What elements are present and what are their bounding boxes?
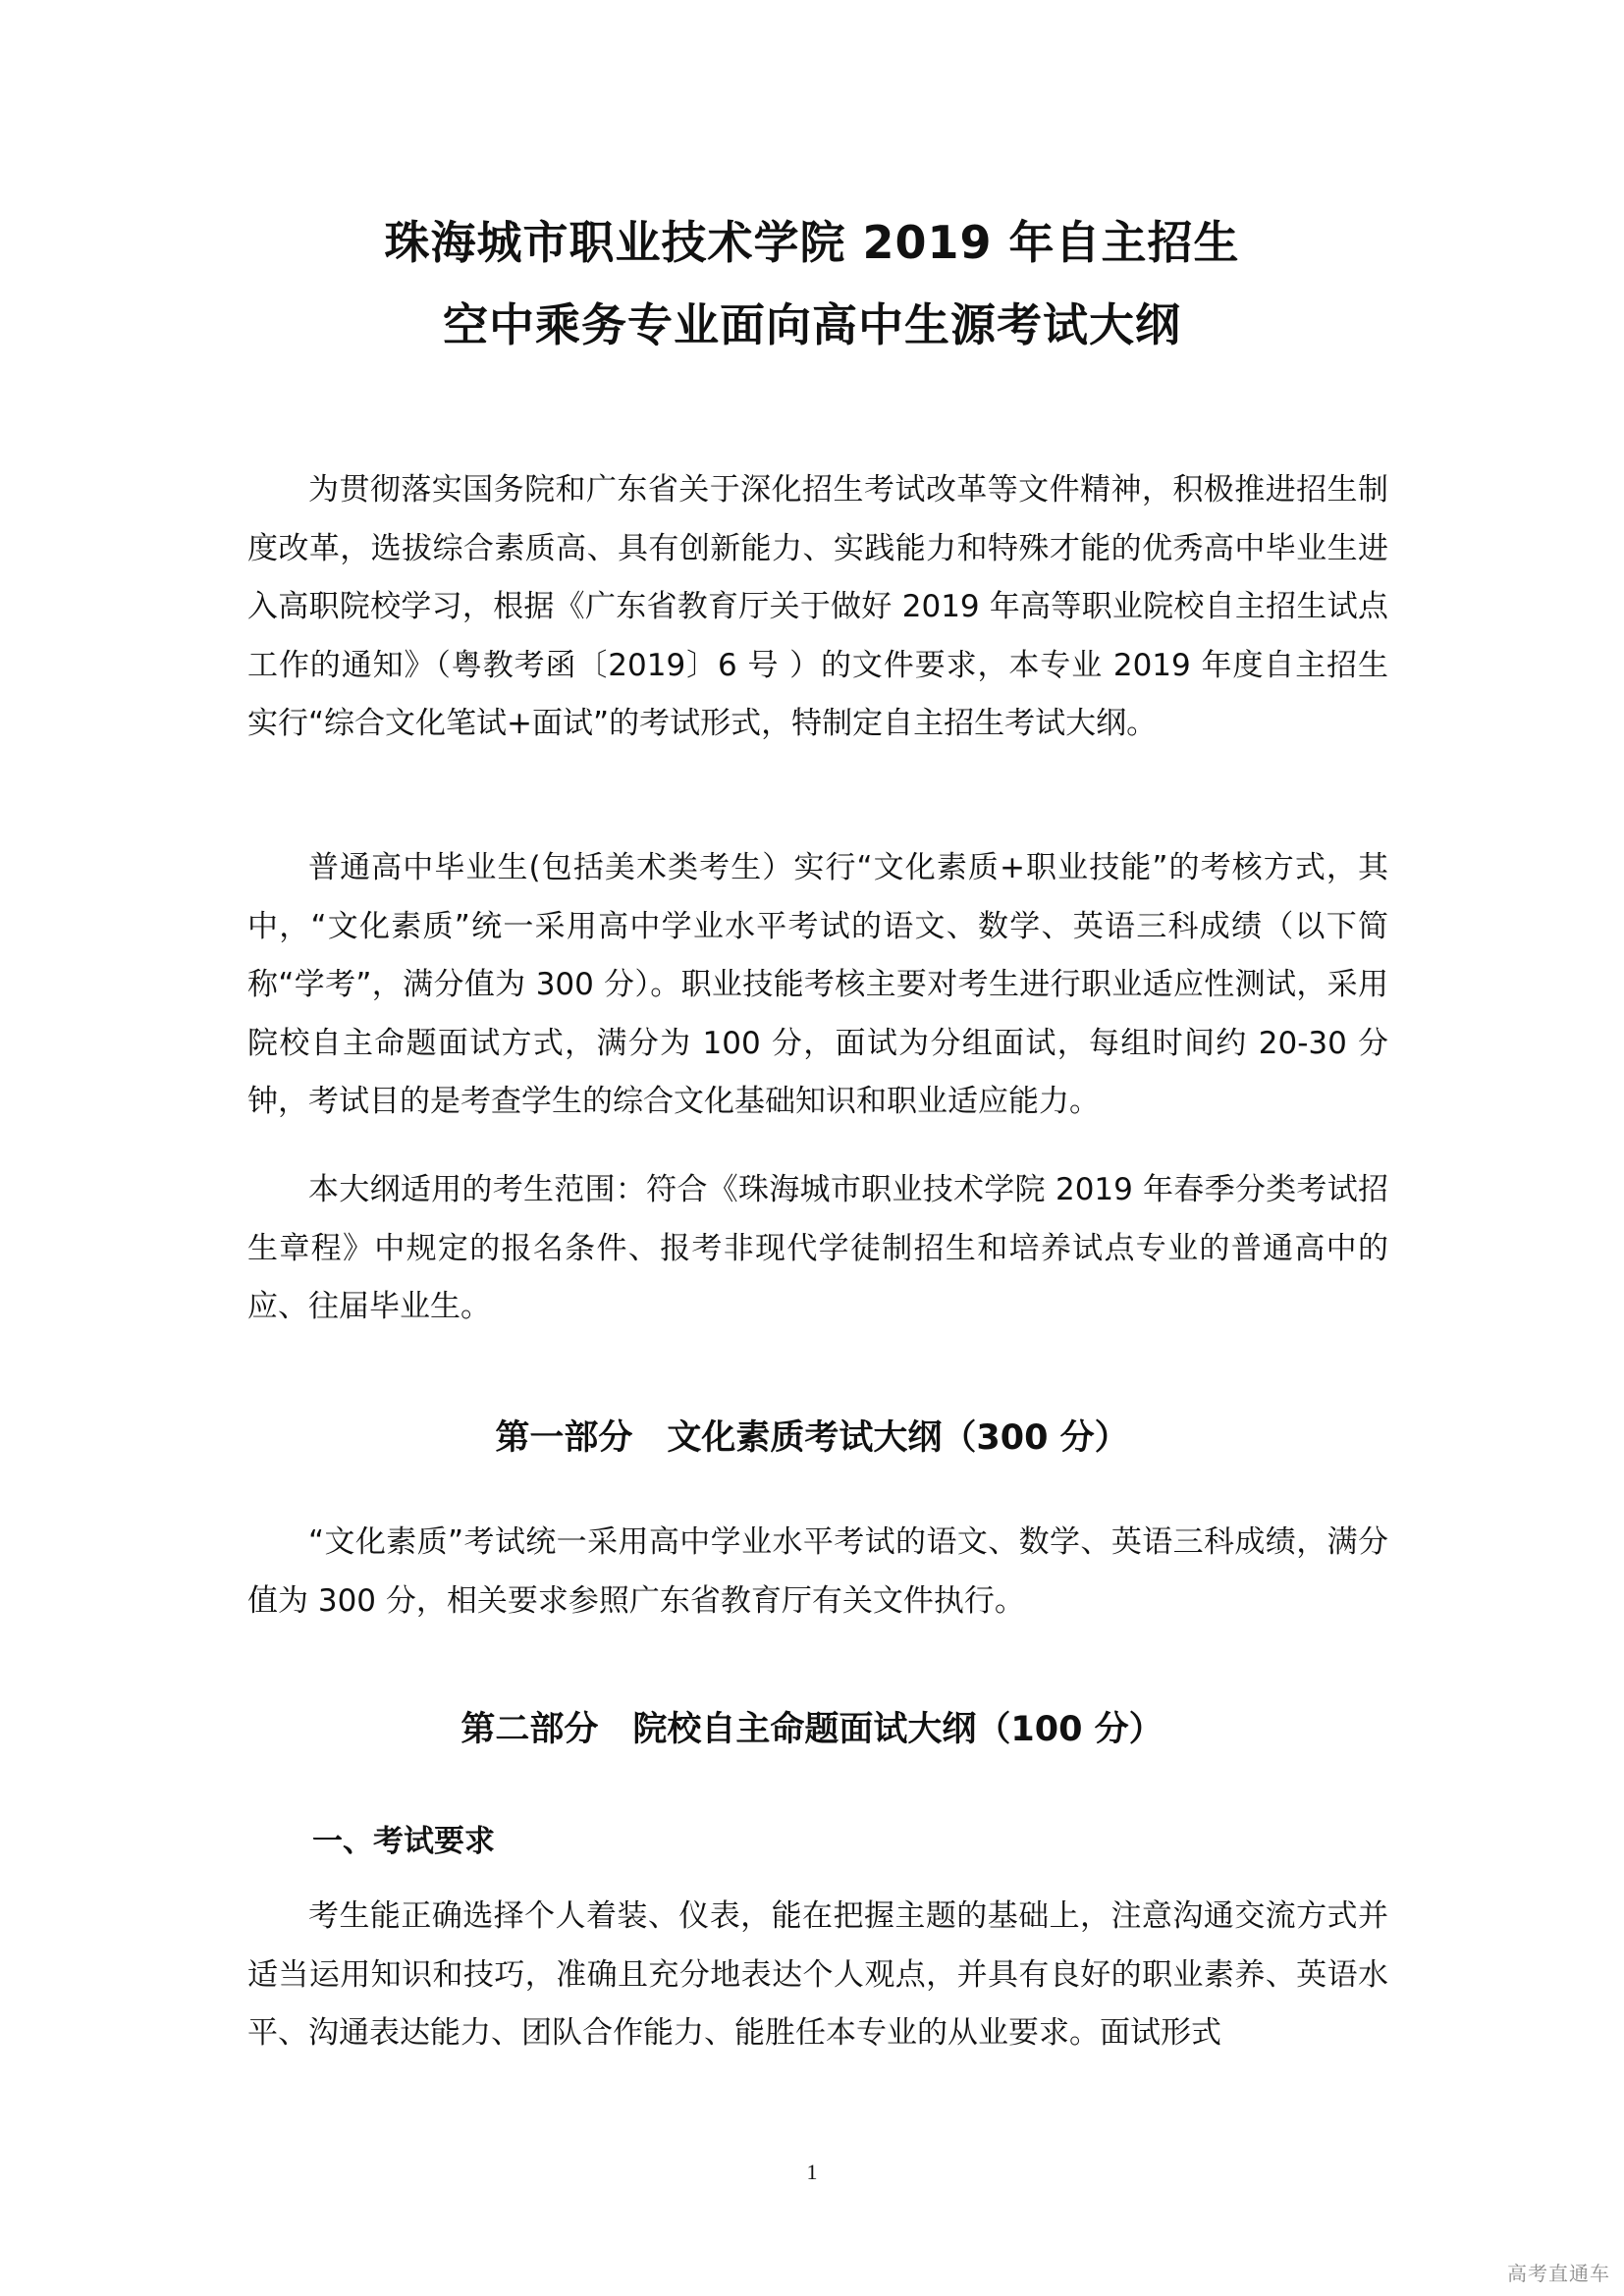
assessment-method-paragraph: 普通高中毕业生(包括美术类考生）实行“文化素质+职业技能”的考核方式，其中，“文化素质”统一采用高中学业水平考试的语文、数学、英语三科成绩（以下简称“学考”，满分值为 300 分）。职业技能考核主要对考生进行职业适应性测试，采用院校自主命题面试方式，满分为 100 分，面试为分组面试，每组时间约 20-30 分钟，考试目的是考查学生的综合文化基础知识和职业适应能力。 — [247, 850, 1388, 1119]
section2-paragraph: 考生能正确选择个人着装、仪表，能在把握主题的基础上，注意沟通交流方式并适当运用知识和技巧，准确且充分地表达个人观点，并具有良好的职业素养、英语水平、沟通表达能力、团队合作能力、能胜任本专业的从业要求。面试形式 — [247, 1898, 1388, 2051]
exam-requirements-subheading: 一、考试要求 — [312, 1824, 495, 1859]
page-number: 1 — [806, 2160, 818, 2184]
watermark: 高考直通车 — [1507, 2262, 1610, 2285]
section1-heading: 第一部分 文化素质考试大纲（300 分） — [495, 1418, 1129, 1458]
document-title-line1: 珠海城市职业技术学院 2019 年自主招生 — [384, 216, 1240, 269]
document-title-line2: 空中乘务专业面向高中生源考试大纲 — [443, 298, 1181, 351]
section1-paragraph: “文化素质”考试统一采用高中学业水平考试的语文、数学、英语三科成绩，满分值为 300 分，相关要求参照广东省教育厅有关文件执行。 — [247, 1524, 1388, 1619]
intro-paragraph: 为贯彻落实国务院和广东省关于深化招生考试改革等文件精神，积极推进招生制度改革，选拔综合素质高、具有创新能力、实践能力和特殊才能的优秀高中毕业生进入高职院校学习，根据《广东省教育厅关于做好 2019 年高等职业院校自主招生试点工作的通知》（粤教考函〔2019〕6 号 ）的文件要求，本专业 2019 年度自主招生实行“综合文化笔试+面试”的考试形式，特制定自主招生考试大纲。 — [247, 472, 1388, 741]
applicable-scope-paragraph: 本大纲适用的考生范围：符合《珠海城市职业技术学院 2019 年春季分类考试招生章程》中规定的报名条件、报考非现代学徒制招生和培养试点专业的普通高中的应、往届毕业生。 — [247, 1172, 1388, 1324]
section2-heading: 第二部分 院校自主命题面试大纲（100 分） — [460, 1710, 1164, 1749]
